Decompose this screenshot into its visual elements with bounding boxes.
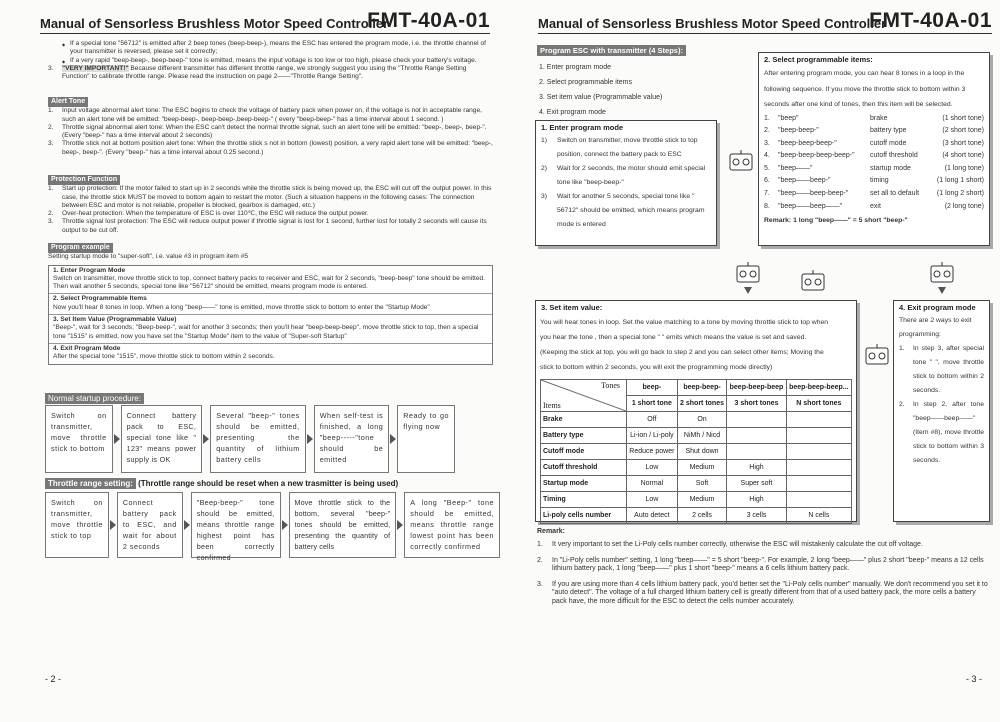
table-header: beep-beep-beep... xyxy=(786,380,851,396)
flow-step: When self-test is finished, a long "beep-----"tone should be emitted xyxy=(314,405,390,473)
set-value-box xyxy=(535,300,857,522)
arrow-right-icon xyxy=(203,434,209,444)
arrow-right-icon xyxy=(110,520,116,530)
right-model: FMT-40A-01 xyxy=(869,9,992,32)
table-header: 3 short tones xyxy=(727,396,786,412)
set-value-text: You will hear tones in loop. Set the value matching to a tone by moving throttle stick to top when you hear the tone , then a special tone " " emits which means the value is set and saved. (Keeping the stick at top, you will go back to step 2 and you can select other items; Moving the stick to bottom within 2 seconds, you will exit the programming mode directly) xyxy=(540,319,829,371)
normal-startup-flow xyxy=(45,405,455,473)
exit-mode-title: 4. Exit program mode xyxy=(899,303,976,312)
select-items-intro: After entering program mode, you can hear 8 tones in a loop in the following sequence. If you move the throttle stick to bottom within 3 seconds after one kind of tones, then this item will be selected. xyxy=(764,70,966,108)
flow-step: Move throttle stick to the bottom, several "beep-" tones should be emitted, presenting the quantity of battery cells xyxy=(289,492,397,558)
remark-section xyxy=(537,528,992,606)
list-item: 3. Throttle stick not at bottom position alert tone: When the throttle stick s not in bottom (lowest) position, a very rapid alert tone will be emitted: "beep-, beep-, beep-". (Every "beep-" has a time interval about 0.25 second.) xyxy=(48,140,493,156)
settings-table xyxy=(540,379,852,524)
table-header: beep-beep- xyxy=(677,380,727,396)
tone-row: 1. "beep" brake (1 short tone) xyxy=(764,114,984,122)
table-row: Cutoff mode Reduce power Shut down xyxy=(541,444,852,460)
transmitter-icon xyxy=(736,262,760,284)
page-number: - 2 - xyxy=(45,674,62,684)
flow-step: Connect battery pack to ESC, special tone like " 123" means power supply is OK xyxy=(121,405,203,473)
list-item: 1) Switch on transmitter, move throttle stick to top position, connect the battery pack to ESC xyxy=(541,137,698,158)
arrow-right-icon xyxy=(397,520,403,530)
range-subtitle: (Throttle range should be reset when a new trasmitter is being used) xyxy=(135,479,399,488)
list-item: 2. Throttle signal abnormal alert tone: When the ESC can't detect the normal throttle signal, such an alert tone will be emitted: "beep-, beep-, beep-". (Every "beep-" has a time interval about 2 seconds) xyxy=(48,123,487,140)
tone-list xyxy=(764,113,984,214)
exit-mode-box xyxy=(893,300,990,522)
transmitter-icon xyxy=(865,344,889,366)
tone-row: 8. "beep——beep——" exit (2 long tone) xyxy=(764,202,984,210)
list-item: 2. Select programmable items xyxy=(539,79,632,86)
list-item: 1. Start up protection: If the motor failed to start up in 2 seconds while the throttle stick is being moved up, the ESC will cut off the output power. In this case, the throttle stick MUST be moved to bottom again to restart the motor. (Such a situation happens in the following cases: The connection between ESC and motor is not reliable, propeller is blocked, gearbox is damaged, etc.) xyxy=(48,185,492,209)
table-row: Cutoff threshold Low Medium High xyxy=(541,460,852,476)
tone-row: 5. "beep——" startup mode (1 long tone) xyxy=(764,164,984,172)
table-header: 2 short tones xyxy=(677,396,727,412)
alert-title: Alert Tone xyxy=(48,97,88,107)
table-row: Li-poly cells number Auto detect 2 cells 3 cells N cells xyxy=(541,508,852,524)
flow-step: A long "Beep-" tone should be emitted, means throttle range lowest point has been correctly confirmed xyxy=(404,492,500,558)
select-items-title: 2. Select programmable items: xyxy=(764,55,873,64)
enter-mode-box xyxy=(535,120,717,246)
list-item: 2. In "Li-Poly cells number" setting, 1 long "beep——" = 5 short "beep-". For example, 2 long "beep——" plus 2 short "beep-" means a 12 cells lithium battery pack, 1 long "beep——" plus 1 short "beep-" means a 6 cells lithium battery pack. xyxy=(537,556,984,572)
list-item: 1. It very important to set the Li-Poly cells number correctly, otherwise the ESC will mistakenly calculate the cut off voltage. xyxy=(537,541,923,548)
table-header: 1 short tone xyxy=(627,396,678,412)
arrow-right-icon xyxy=(390,434,396,444)
arrow-right-icon xyxy=(114,434,120,444)
program-title: Program ESC with transmitter (4 Steps): xyxy=(537,45,686,56)
exit-intro: There are 2 ways to exit programming: xyxy=(899,317,972,338)
example-section xyxy=(48,243,493,365)
select-items-box xyxy=(758,52,990,246)
table-header: beep-beep-beep xyxy=(727,380,786,396)
page-number: - 3 - xyxy=(965,674,982,684)
table-row: Startup mode Normal Soft Super soft xyxy=(541,476,852,492)
right-title: Manual of Sensorless Brushless Motor Speed Controller xyxy=(538,16,887,31)
tone-remark: Remark: 1 long "beep——" = 5 short "beep-" xyxy=(764,217,908,225)
list-item: 2) Wait for 2 seconds, the motor should emit special tone like "beep-beep-" xyxy=(541,165,706,186)
top-notes xyxy=(48,40,493,81)
range-setting-flow xyxy=(45,492,500,562)
example-steps xyxy=(48,265,493,365)
flow-step: Several "beep-" tones should be emitted, presenting the quantity of lithium battery cells xyxy=(210,405,305,473)
tone-row: 2. "beep-beep-" battery type (2 short tone) xyxy=(764,127,984,135)
table-row: Battery type Li-ion / Li-poly NiMh / Nicd xyxy=(541,428,852,444)
arrow-right-icon xyxy=(282,520,288,530)
list-item: 2. In step 2, after tone "beep——beep——" (Item #8), move throttle stick to bottom within 3 seconds. xyxy=(899,401,984,464)
range-title-line xyxy=(45,478,398,489)
left-header xyxy=(40,10,490,34)
list-item: 3. If you are using more than 4 cells lithium battery pack, you'd better set the "Li-Poly cells number" manually. We don't recommend you set it to "auto detect". The voltage of a full charged lithium battery cell is greatly different from that of a used battery pack, the more cells a battery pack have, the more difficult for the ESC to detect the cells number accurately. xyxy=(537,580,988,605)
left-title: Manual of Sensorless Brushless Motor Speed Controller xyxy=(40,16,389,31)
list-item: 1. In step 3, after special tone " ", move throttle stick to bottom within 2 seconds. xyxy=(899,345,984,394)
program-steps-section xyxy=(537,40,686,120)
table-corner: Tones Items xyxy=(541,380,627,412)
arrow-down-icon xyxy=(744,287,752,294)
set-value-title: 3. Set item value: xyxy=(541,303,603,312)
note-bullet: ◆ If a special tone "56712" is emitted after 2 beep tones (beep-beep-), means the ESC has entered the program mode, i.e. the throttle channel of your transmitter is reversed, please set it correctly; xyxy=(48,40,493,57)
transmitter-icon xyxy=(801,270,825,292)
protection-title: Protection Function xyxy=(48,175,120,185)
flow-step: Connect battery pack to ESC, and wait for about 2 seconds xyxy=(117,492,183,558)
tone-row: 7. "beep——beep-beep-" set all to default (1 long 2 short) xyxy=(764,190,984,198)
table-header: beep- xyxy=(627,380,678,396)
example-step: 2. Select Programmable Items Now you'll hear 8 tones in loop. When a long "beep——" tone is emitted, move throttle stick to bottom to enter the "Startup Mode" xyxy=(49,294,492,315)
right-header xyxy=(538,10,992,34)
important-label: "VERY IMPORTANT!" xyxy=(62,64,129,72)
list-item: 4. Exit program mode xyxy=(539,109,606,116)
important-note: 3. "VERY IMPORTANT!" Because different transmitter has different throttle range, we strongly suggest you using the "Throttle Range Setting Function" to calibrate throttle range. Please read the instruction on page 2——"Throttle Range Setting". xyxy=(48,64,467,81)
range-title: Throttle range setting: xyxy=(45,478,136,489)
transmitter-icon xyxy=(930,262,954,284)
list-item: 2. Over-heat protection: When the temperature of ESC is over 110℃, the ESC will reduce the output power. xyxy=(48,210,369,218)
list-item: 3. Set item value (Programmable value) xyxy=(539,94,663,101)
example-step: 1. Enter Program Mode Switch on transmitter, move throttle stick to top, connect battery packs to receiver and ESC, wait for 2 seconds, "beep-beep" tone should be emitted. Then wait another 5 seconds, special tone like "56712" should be emitted, means program mode is entered. xyxy=(49,266,492,295)
remark-title: Remark: xyxy=(537,528,566,535)
alert-section xyxy=(48,97,493,157)
flow-step: Switch on transmitter, move throttle stick to top xyxy=(45,492,109,558)
table-header: N short tones xyxy=(786,396,851,412)
right-page xyxy=(500,0,1000,722)
example-intro: Setting startup mode to "super-soft", i.e. value #3 in program item #5 xyxy=(48,253,249,261)
list-item: 1. Input voltage abnormal alert tone: The ESC begins to check the voltage of battery pack when power on, if the voltage is not in acceptable range, such an alert tone will be emitted: "beep-beep-, beep-beep-,beep-beep-" ( every "beep-beep-" has a time interval about 1 second. ) xyxy=(48,107,482,123)
tone-row: 6. "beep——beep-" timing (1 long 1 short) xyxy=(764,177,984,185)
flow-step: Ready to go flying now xyxy=(397,405,455,473)
flow-step: "Beep-beep-" tone should be emitted, means throttle range highest point has been correctly confirmed xyxy=(191,492,281,558)
list-item: 1. Enter program mode xyxy=(539,64,611,71)
left-model: FMT-40A-01 xyxy=(367,9,490,32)
note-bullet: ◆ If a very rapid "beep-beep-, beep-beep-" tone is emitted, means the input voltage is too low or too high, please check your battery's voltage. xyxy=(48,57,493,65)
normal-startup-title: Normal startup procedure: xyxy=(45,388,144,406)
arrow-right-icon xyxy=(307,434,313,444)
list-item: 3. Throttle signal lost protection: The ESC will reduce output power if throttle signal is lost for 1 second, further lost for totally 2 seconds will cause its output to be cut off. xyxy=(48,218,487,234)
arrow-down-icon xyxy=(938,287,946,294)
example-step: 3. Set Item Value (Programmable Value) "Beep-", wait for 3 seconds; "Beep-beep-", wait for another 3 seconds; then you'll hear "beep-beep-beep", move throttle stick to top, then a special tone "1515" is emitted, now you have set the "Startup Mode" item to the value of "Super-soft Startup" xyxy=(49,315,492,344)
flow-step: Switch on transmitter, move throttle stick to bottom xyxy=(45,405,113,473)
example-step: 4. Exit Program Mode After the special tone "1515", move throttle stick to bottom within 2 seconds. xyxy=(53,344,275,361)
enter-mode-title: 1. Enter program mode xyxy=(541,123,624,132)
table-row: Timing Low Medium High xyxy=(541,492,852,508)
program-steps-list xyxy=(537,60,686,120)
protection-section xyxy=(48,175,493,235)
transmitter-icon xyxy=(729,150,753,172)
tone-row: 3. "beep-beep-beep-" cutoff mode (3 short tone) xyxy=(764,139,984,147)
table-row: Brake Off On xyxy=(541,412,852,428)
tone-row: 4. "beep-beep-beep-beep-" cutoff threshold (4 short tone) xyxy=(764,152,984,160)
example-title: Program example xyxy=(48,243,113,253)
list-item: 3) Wait for another 5 seconds, special tone like " 56712" should be emitted, which means program mode is entered xyxy=(541,193,705,228)
arrow-right-icon xyxy=(184,520,190,530)
